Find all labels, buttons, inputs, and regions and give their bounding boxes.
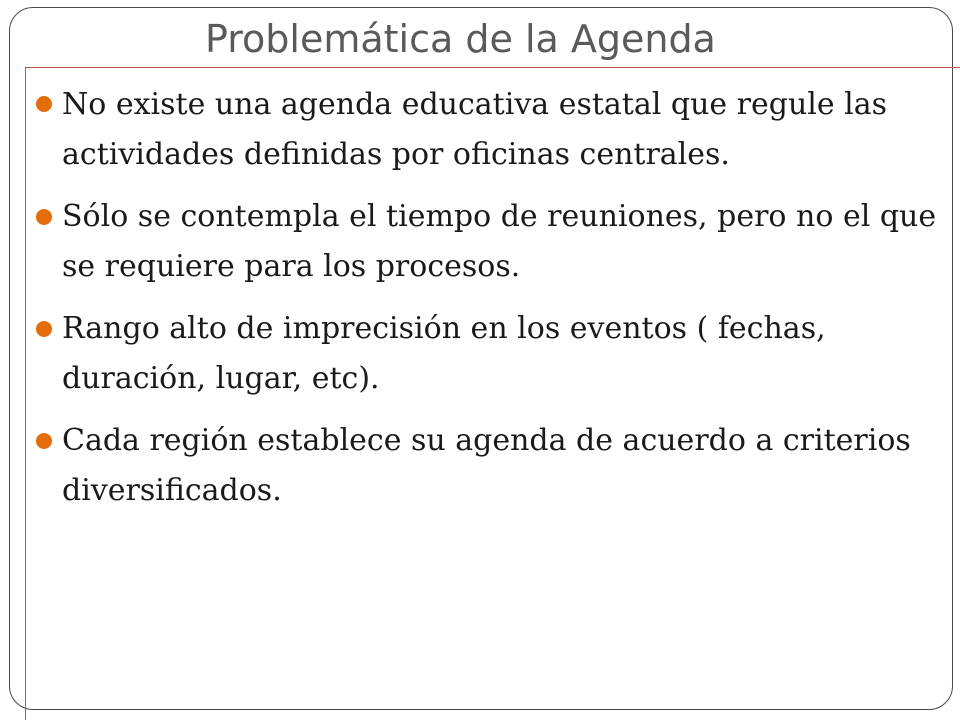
slide-title: Problemática de la Agenda: [205, 17, 716, 61]
bullet-item: [36, 192, 948, 292]
bullet-list: [36, 80, 948, 528]
bullet-text: Cada región establece su agenda de acuerdo a criterios diversificados.: [62, 423, 911, 508]
title-underline-accent: [26, 67, 960, 68]
bullet-dot-icon: [36, 96, 52, 112]
bullet-dot-icon: [36, 321, 52, 337]
bullet-item: [36, 80, 948, 180]
left-margin-accent: [25, 67, 26, 720]
bullet-text: Sólo se contempla el tiempo de reuniones, pero no el que se requiere para los procesos.: [62, 199, 937, 284]
bullet-dot-icon: [36, 433, 52, 449]
bullet-text: No existe una agenda educativa estatal que regule las actividades definidas por oficinas centrales.: [62, 87, 888, 172]
bullet-item: [36, 416, 948, 516]
bullet-item: [36, 304, 948, 404]
bullet-dot-icon: [36, 209, 52, 225]
bullet-text: Rango alto de imprecisión en los eventos ( fechas, duración, lugar, etc).: [62, 311, 826, 396]
